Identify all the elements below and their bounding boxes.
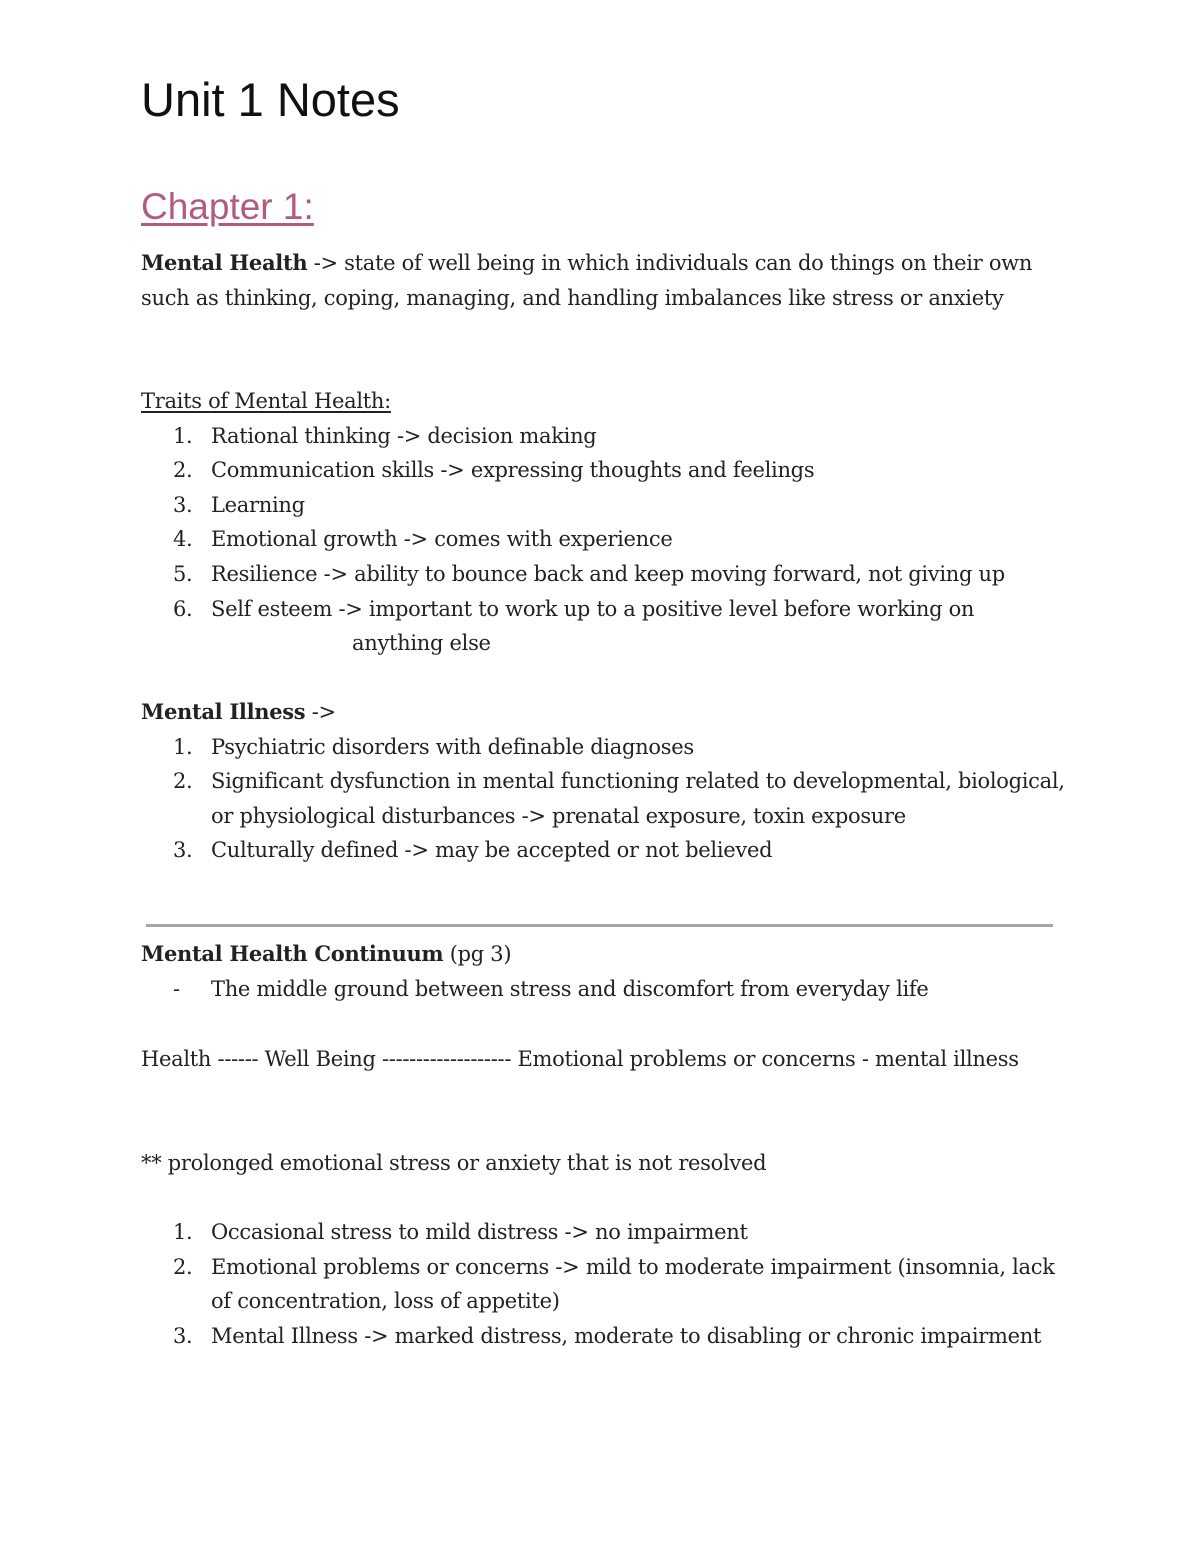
traits-heading: Traits of Mental Health:	[141, 389, 391, 413]
list-item	[141, 1250, 1071, 1319]
list-item	[141, 453, 1071, 488]
list-number: 3.	[173, 838, 193, 863]
mental-illness-list	[141, 730, 1071, 868]
list-item	[141, 764, 1071, 833]
continuum-list	[141, 1215, 1071, 1353]
list-item-text: Mental Illness -> marked distress, moderate to disabling or chronic impairment	[211, 1323, 1042, 1348]
dash-bullet: -	[173, 976, 180, 1001]
list-item	[141, 488, 1071, 523]
list-item-text: Communication skills -> expressing thoughts and feelings	[211, 458, 815, 483]
list-item	[141, 592, 1071, 661]
list-item-continuation: anything else	[352, 631, 491, 656]
list-number: 5.	[173, 561, 193, 586]
continuum-note	[141, 1146, 1071, 1181]
list-item	[141, 833, 1071, 868]
continuum-scale-text: Health ------ Well Being ------------------- Emotional problems or concerns - mental illness	[141, 1047, 1019, 1071]
continuum-page-ref: (pg 3)	[443, 942, 512, 966]
list-number: 4.	[173, 527, 193, 552]
mental-health-text: -> state of well being in which individuals can do things on their own such as thinking, coping, managing, and handling imbalances like stress or anxiety	[141, 251, 1033, 310]
continuum-term: Mental Health Continuum	[141, 941, 444, 966]
list-item-text: Significant dysfunction in mental functioning related to developmental, biological, or physiological disturbances -> prenatal exposure, toxin exposure	[211, 769, 1065, 828]
horizontal-divider	[146, 924, 1053, 927]
list-item	[141, 730, 1071, 765]
list-item-text: Culturally defined -> may be accepted or not believed	[211, 838, 773, 863]
mental-illness-section	[141, 695, 1071, 868]
list-item-text: Emotional growth -> comes with experience	[211, 527, 673, 552]
list-number: 2.	[173, 1254, 193, 1279]
list-item-text: Resilience -> ability to bounce back and keep moving forward, not giving up	[211, 561, 1005, 586]
mental-illness-term: Mental Illness	[141, 699, 306, 724]
list-item-text: The middle ground between stress and discomfort from everyday life	[211, 976, 929, 1001]
list-number: 1.	[173, 1220, 193, 1244]
list-item-text: Rational thinking -> decision making	[211, 423, 597, 448]
traits-list	[141, 419, 1071, 661]
mental-health-definition	[141, 246, 1071, 315]
list-item	[141, 1215, 1071, 1250]
continuum-section	[141, 937, 1071, 1006]
traits-section	[141, 384, 1071, 661]
list-item	[141, 522, 1071, 557]
mental-illness-arrow: ->	[305, 700, 336, 724]
list-item-text: Self esteem -> important to work up to a positive level before working on	[211, 596, 975, 621]
list-item-text: Learning	[211, 492, 305, 517]
list-item	[141, 557, 1071, 592]
list-item-text: Occasional stress to mild distress -> no impairment	[211, 1220, 748, 1244]
list-item	[141, 1319, 1071, 1354]
list-number: 6.	[173, 596, 193, 621]
continuum-note-text: ** prolonged emotional stress or anxiety that is not resolved	[141, 1151, 767, 1175]
list-number: 1.	[173, 423, 193, 448]
list-number: 3.	[173, 1323, 193, 1348]
list-number: 2.	[173, 769, 193, 794]
page-title: Unit 1 Notes	[141, 73, 400, 126]
chapter-heading: Chapter 1:	[141, 186, 314, 227]
mental-health-term: Mental Health	[141, 250, 308, 275]
list-item-text: Emotional problems or concerns -> mild to moderate impairment (insomnia, lack of concentration, loss of appetite)	[211, 1254, 1055, 1314]
list-item	[141, 972, 1071, 1007]
list-number: 1.	[173, 734, 193, 759]
continuum-bullets	[141, 972, 1071, 1007]
list-item-text: Psychiatric disorders with definable diagnoses	[211, 734, 694, 759]
list-number: 2.	[173, 458, 193, 483]
continuum-levels	[141, 1215, 1071, 1353]
list-number: 3.	[173, 492, 193, 517]
continuum-scale	[141, 1042, 1071, 1077]
list-item	[141, 419, 1071, 454]
